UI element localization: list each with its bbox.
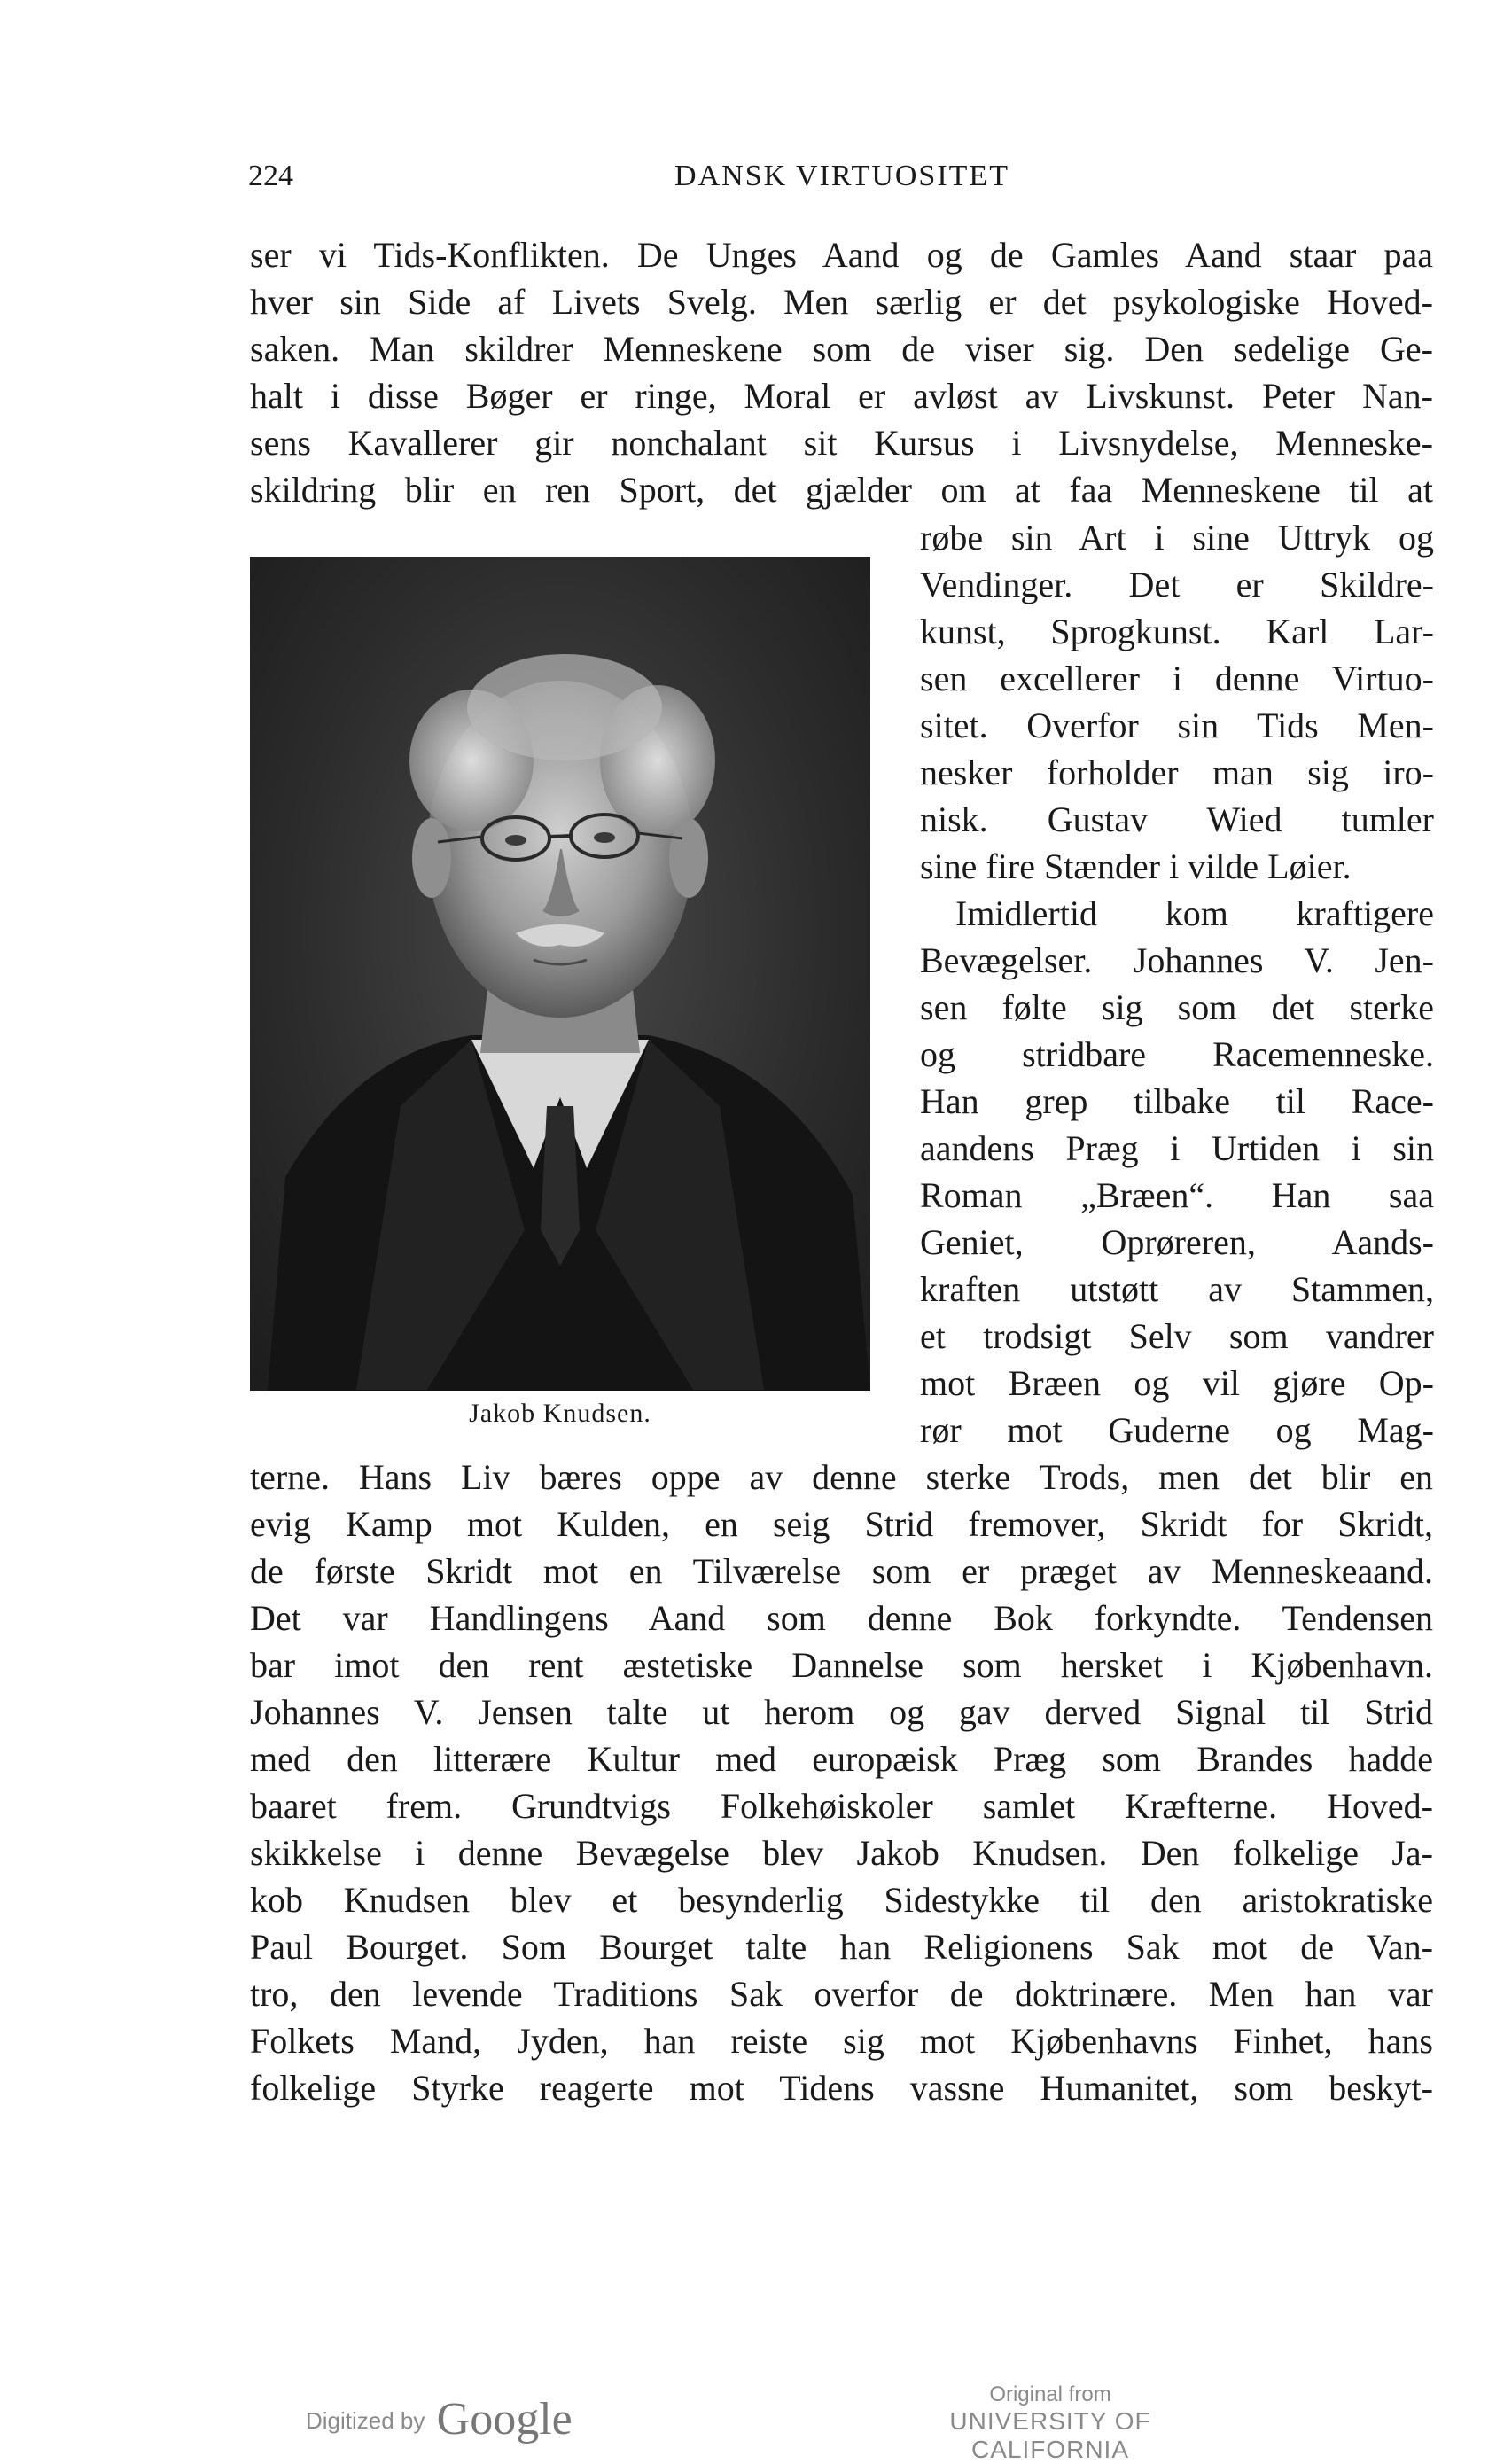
text-line: mot Bræen og vil gjøre Op- (920, 1363, 1434, 1403)
text-line: Paul Bourget. Som Bourget talte han Religionens Sak mot de Van- (250, 1927, 1433, 1967)
original-from-mark (873, 2382, 1227, 2464)
page-header (248, 151, 1436, 204)
text-line: kob Knudsen blev et besynderlig Sidestykke til den aristokratiske (250, 1880, 1433, 1920)
text-line: nesker forholder man sig iro- (920, 752, 1434, 792)
page-number: 224 (248, 160, 293, 192)
portrait-illustration (250, 557, 870, 1391)
text-line: sitet. Overfor sin Tids Men- (920, 706, 1434, 745)
running-title: DANSK VIRTUOSITET (674, 160, 1009, 192)
text-line: bar imot den rent æstetiske Dannelse som hersket i Kjøbenhavn. (250, 1645, 1433, 1685)
text-line: kunst, Sprogkunst. Karl Lar- (920, 612, 1434, 651)
text-line: aandens Præg i Urtiden i sin (920, 1128, 1434, 1168)
text-line: sen følte sig som det sterke (920, 987, 1434, 1027)
text-line: de første Skridt mot en Tilværelse som er præget av Menneskeaand. (250, 1551, 1433, 1591)
text-line: skildring blir en ren Sport, det gjælder om at faa Menneskene til at (250, 470, 1433, 510)
google-logo: Google (436, 2394, 573, 2445)
text-line: saken. Man skildrer Menneskene som de viser sig. Den sedelige Ge- (250, 329, 1433, 369)
text-line: evig Kamp mot Kulden, en seig Strid fremover, Skridt for Skridt, (250, 1504, 1433, 1544)
text-line: kraften utstøtt av Stammen, (920, 1269, 1434, 1309)
text-line: hver sin Side af Livets Svelg. Men særlig er det psykologiske Hoved- (250, 282, 1433, 322)
original-from-label: Original from (989, 2382, 1111, 2406)
text-line: Geniet, Oprøreren, Aands- (920, 1222, 1434, 1262)
text-line: sen excellerer i denne Virtuo- (920, 659, 1434, 698)
text-line: tro, den levende Traditions Sak overfor de doktrinære. Men han var (250, 1974, 1433, 2014)
text-line: rør mot Guderne og Mag- (920, 1410, 1434, 1450)
text-line: Johannes V. Jensen talte ut herom og gav derved Signal til Strid (250, 1692, 1433, 1732)
digitized-by-mark (306, 2393, 573, 2445)
portrait-photo (250, 557, 870, 1391)
text-line: sens Kavallerer gir nonchalant sit Kursus i Livsnydelse, Menneske- (250, 423, 1433, 463)
text-line: Imidlertid kom kraftigere (955, 893, 1434, 933)
text-line: ser vi Tids-Konflikten. De Unges Aand og de Gamles Aand staar paa (250, 235, 1433, 275)
photo-caption: Jakob Knudsen. (469, 1399, 651, 1428)
text-line: nisk. Gustav Wied tumler (920, 799, 1434, 839)
text-line: halt i disse Bøger er ringe, Moral er avløst av Livskunst. Peter Nan- (250, 376, 1433, 416)
digitized-by-label: Digitized by (306, 2407, 425, 2434)
text-line: Roman „Bræen“. Han saa (920, 1175, 1434, 1215)
text-line: et trodsigt Selv som vandrer (920, 1316, 1434, 1356)
text-line: Det var Handlingens Aand som denne Bok forkyndte. Tendensen (250, 1598, 1433, 1638)
text-line: og stridbare Racemenneske. (920, 1034, 1434, 1074)
text-line: Vendinger. Det er Skildre- (920, 565, 1434, 604)
text-line: Han grep tilbake til Race- (920, 1081, 1434, 1121)
text-line: Bevægelser. Johannes V. Jen- (920, 940, 1434, 980)
text-line: røbe sin Art i sine Uttryk og (920, 518, 1434, 558)
text-line: sine fire Stænder i vilde Løier. (920, 846, 1352, 886)
university-label: UNIVERSITY OF CALIFORNIA (949, 2407, 1151, 2463)
text-line: folkelige Styrke reagerte mot Tidens vassne Humanitet, som beskyt- (250, 2068, 1433, 2108)
text-line: baaret frem. Grundtvigs Folkehøiskoler samlet Kræfterne. Hoved- (250, 1786, 1433, 1826)
text-line: skikkelse i denne Bevægelse blev Jakob Knudsen. Den folkelige Ja- (250, 1833, 1433, 1873)
text-line: med den litterære Kultur med europæisk Præg som Brandes hadde (250, 1739, 1433, 1779)
text-line: Folkets Mand, Jyden, han reiste sig mot Kjøbenhavns Finhet, hans (250, 2021, 1433, 2061)
text-line: terne. Hans Liv bæres oppe av denne sterke Trods, men det blir en (250, 1457, 1433, 1497)
